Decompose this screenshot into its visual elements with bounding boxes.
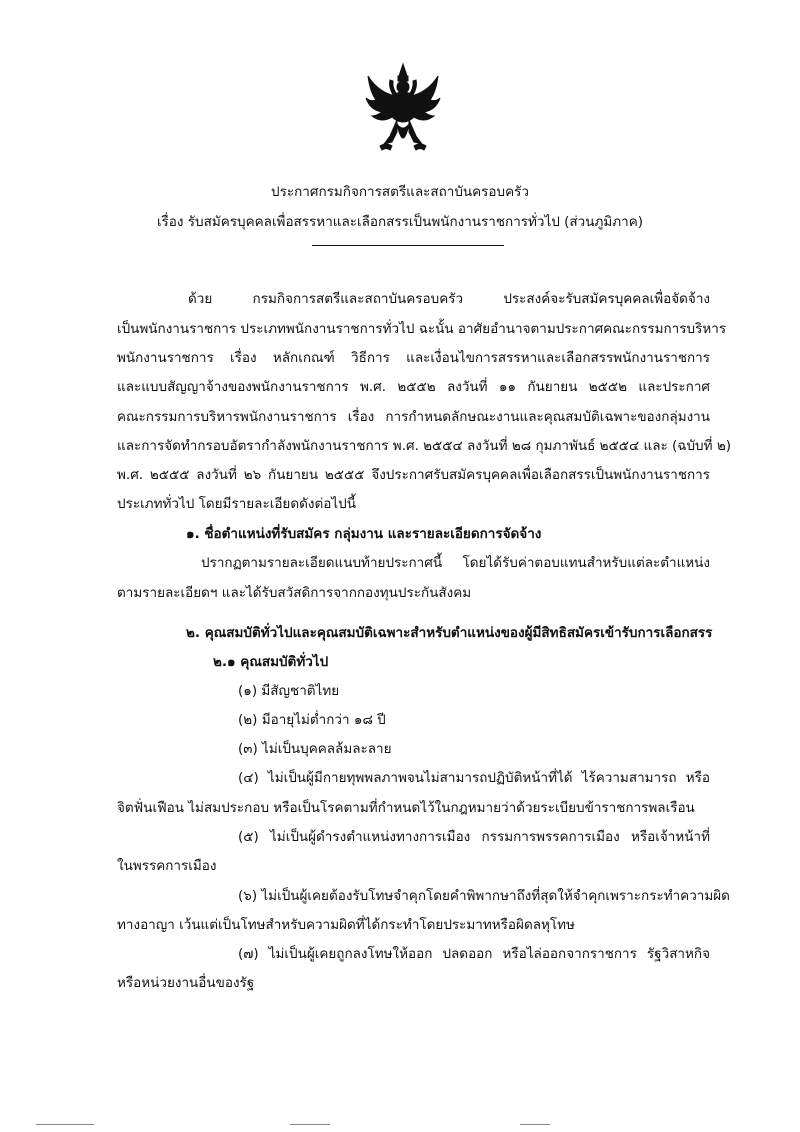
qualification-item: (๑) มีสัญชาติไทย xyxy=(238,683,340,699)
intro-line: และแบบสัญญาจ้างของพนักงานราชการ พ.ศ. ๒๕๕๒ ลงวันที่ ๑๑ กันยายน ๒๕๕๒ และประกาศ xyxy=(117,379,710,395)
title-divider xyxy=(312,245,504,246)
qualification-item-continued: จิตฟั่นเฟือน ไม่สมประกอบ หรือเป็นโรคตามที่กำหนดไว้ในกฎหมายว่าด้วยระเบียบข้าราชการพลเรือน xyxy=(117,800,695,816)
section1-heading: ๑. ชื่อตำแหน่งที่รับสมัคร กลุ่มงาน และรายละเอียดการจัดจ้าง xyxy=(186,526,542,542)
section2-heading: ๒. คุณสมบัติทั่วไปและคุณสมบัติเฉพาะสำหรับตำแหน่งของผู้มีสิทธิสมัครเข้ารับการเลือกสรร xyxy=(186,625,713,641)
section1-body-line: ปรากฏตามรายละเอียดแนบท้ายประกาศนี้ โดยได้รับค่าตอบแทนสำหรับแต่ละตำแหน่ง xyxy=(201,555,710,571)
qualification-item: (๒) มีอายุไม่ต่ำกว่า ๑๘ ปี xyxy=(238,712,386,728)
intro-line: คณะกรรมการบริหารพนักงานราชการ เรื่อง การกำหนดลักษณะงานและคุณสมบัติเฉพาะของกลุ่มงาน xyxy=(117,409,710,425)
announcement-subject: เรื่อง รับสมัครบุคคลเพื่อสรรหาและเลือกสรรเป็นพนักงานราชการทั่วไป (ส่วนภูมิภาค) xyxy=(156,214,644,230)
qualification-item: (๕) ไม่เป็นผู้ดำรงตำแหน่งทางการเมือง กรรมการพรรคการเมือง หรือเจ้าหน้าที่ xyxy=(238,829,710,845)
scan-artifact xyxy=(36,1124,94,1125)
qualification-item: (๓) ไม่เป็นบุคคลล้มละลาย xyxy=(238,741,392,757)
section2-subheading: ๒.๑ คุณสมบัติทั่วไป xyxy=(213,654,329,670)
section1-body-line: ตามรายละเอียดฯ และได้รับสวัสดิการจากกองทุนประกันสังคม xyxy=(117,585,472,601)
qualification-item-continued: ในพรรคการเมือง xyxy=(117,858,217,874)
intro-line: พนักงานราชการ เรื่อง หลักเกณฑ์ วิธีการ และเงื่อนไขการสรรหาและเลือกสรรพนักงานราชการ xyxy=(117,350,710,366)
qualification-item-continued: ทางอาญา เว้นแต่เป็นโทษสำหรับความผิดที่ได้กระทำโดยประมาทหรือผิดลหุโทษ xyxy=(117,917,575,933)
qualification-item: (๗) ไม่เป็นผู้เคยถูกลงโทษให้ออก ปลดออก หรือไล่ออกจากราชการ รัฐวิสาหกิจ xyxy=(238,946,710,962)
garuda-emblem-icon xyxy=(364,62,442,154)
qualification-item: (๖) ไม่เป็นผู้เคยต้องรับโทษจำคุกโดยคำพิพากษาถึงที่สุดให้จำคุกเพราะกระทำความผิด xyxy=(238,888,730,904)
intro-line: และการจัดทำกรอบอัตรากำลังพนักงานราชการ พ.ศ. ๒๕๕๔ ลงวันที่ ๒๘ กุมภาพันธ์ ๒๕๕๔ และ (ฉบับที่ ๒) xyxy=(117,438,731,454)
scan-artifact xyxy=(520,1124,550,1125)
intro-line: เป็นพนักงานราชการ ประเภทพนักงานราชการทั่วไป ฉะนั้น อาศัยอำนาจตามประกาศคณะกรรมการบริหาร xyxy=(117,321,727,337)
intro-line: ประเภททั่วไป โดยมีรายละเอียดดังต่อไปนี้ xyxy=(117,496,356,512)
announcement-title: ประกาศกรมกิจการสตรีและสถาบันครอบครัว xyxy=(271,184,529,200)
scan-artifact xyxy=(290,1124,330,1125)
intro-line: พ.ศ. ๒๕๕๕ ลงวันที่ ๒๖ กันยายน ๒๕๕๕ จึงประกาศรับสมัครบุคคลเพื่อเลือกสรรเป็นพนักงานราชการ xyxy=(117,467,710,483)
intro-line: ด้วย กรมกิจการสตรีและสถาบันครอบครัว ประสงค์จะรับสมัครบุคคลเพื่อจัดจ้าง xyxy=(188,291,710,307)
qualification-item-continued: หรือหน่วยงานอื่นของรัฐ xyxy=(117,975,255,991)
qualification-item: (๔) ไม่เป็นผู้มีกายทุพพลภาพจนไม่สามารถปฏิบัติหน้าที่ได้ ไร้ความสามารถ หรือ xyxy=(238,770,710,786)
